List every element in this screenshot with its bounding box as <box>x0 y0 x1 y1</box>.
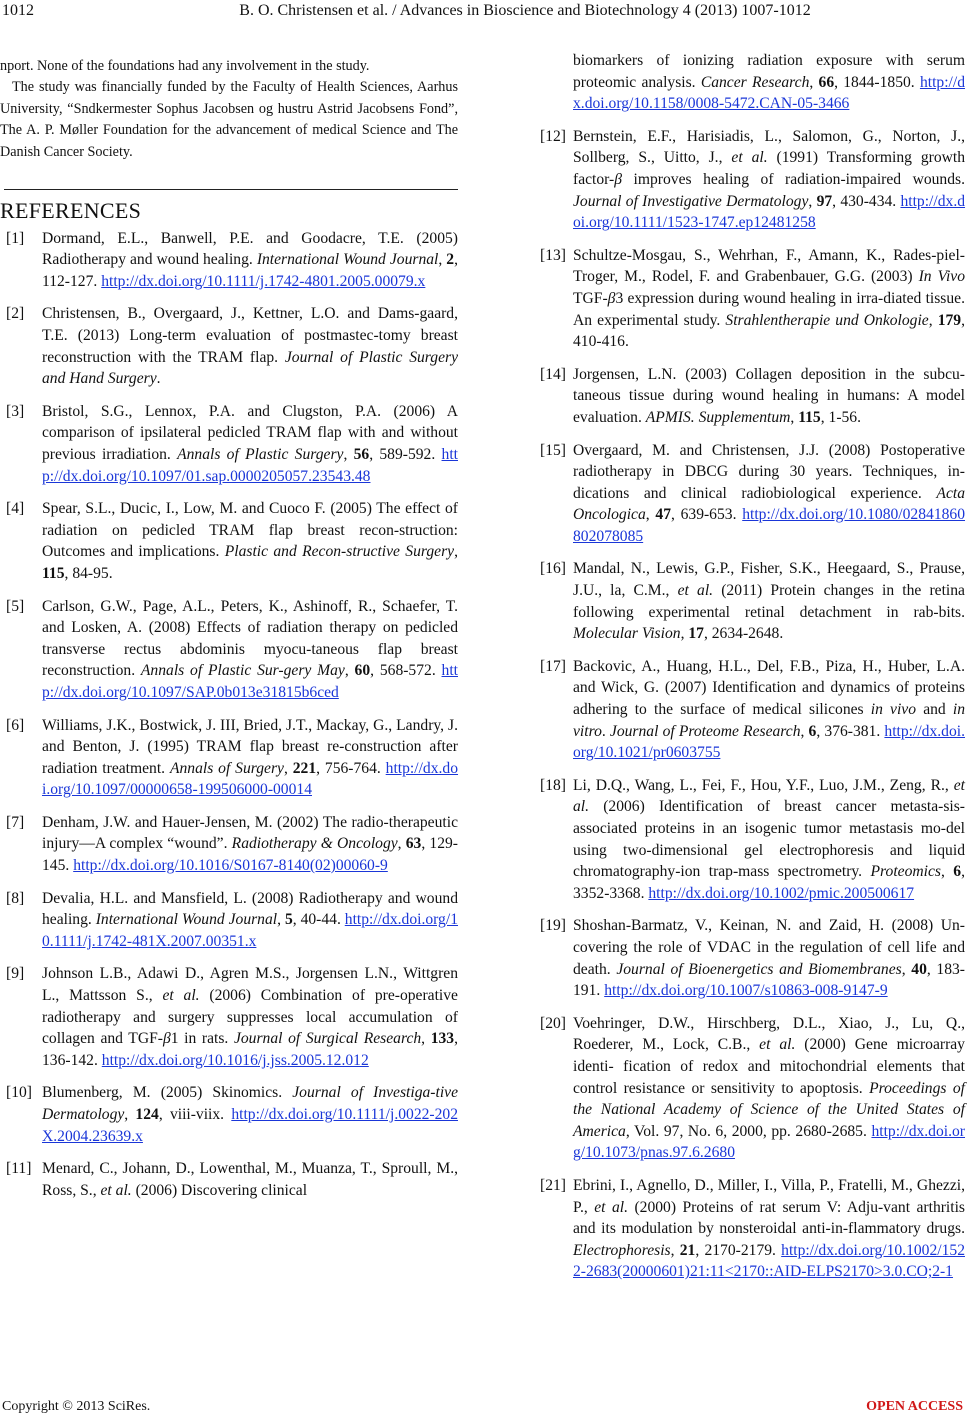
reference-text: Overgaard, M. and Christensen, J.J. (2008) Postoperative radiotherapy in DBCG during 30 years. Techniques, in-dications and clinical radiobiological experience. <box>573 441 965 502</box>
reference-text: (2006) Discovering clinical <box>131 1181 308 1199</box>
open-access-label: OPEN ACCESS <box>866 1399 963 1414</box>
reference-text: (1991) Transforming growth factor- <box>573 149 966 188</box>
doi-link[interactable]: http://dx.doi.org/10.1016/S0167-8140(02)00060-9 <box>73 857 388 875</box>
reference-text: , <box>438 251 447 269</box>
italic-text: Journal of Investigative Dermatology <box>573 192 809 210</box>
reference-text: , 40-44. <box>292 911 345 929</box>
italic-text: et al. <box>573 776 965 816</box>
reference-text: 3 expression during wound healing in irra-diated tissue. An experimental study. <box>573 289 965 329</box>
doi-link[interactable]: http://dx.doi.org/10.1007/s10863-008-9147-9 <box>604 982 888 1000</box>
italic-text: et al. <box>162 987 200 1005</box>
reference-number: [3] <box>6 402 25 420</box>
reference-item <box>0 1082 458 1147</box>
doi-link[interactable]: http://dx.doi.org/10.1080/02841860802078085 <box>573 506 966 545</box>
reference-item <box>0 812 458 877</box>
reference-list-left <box>0 228 458 1202</box>
reference-text: Spear, S.L., Ducic, I., Low, M. and Cuoco F. (2005) The effect of radiation on pedicled TRAM flap breast recon-struction: Outcomes and implications. <box>42 500 458 561</box>
reference-text: , <box>645 506 656 524</box>
reference-item <box>0 401 458 487</box>
reference-text: , <box>344 662 355 680</box>
italic-text: β <box>607 289 616 307</box>
reference-number: [16] <box>540 560 566 578</box>
reference-text: Williams, J.K., Bostwick, J. III, Bried, J.T., Mackay, G., Landry, J. and Benton, J. (1995) TRAM flap breast re-construction after radiation treatment. <box>42 716 458 777</box>
reference-text: (2011) Protein changes in the retina following experimental retinal detachment in rab-bits. <box>573 582 965 621</box>
reference-text: and <box>916 701 953 719</box>
reference-text: . <box>601 722 610 740</box>
italic-text: et al. <box>759 1036 796 1054</box>
reference-item <box>0 888 458 953</box>
page-number: 1012 <box>2 2 34 19</box>
reference-text: , viii-viix. <box>158 1106 232 1123</box>
reference-text: Denham, J.W. and Hauer-Jensen, M. (2002) The radio-therapeutic injury—A complex “wound”. <box>42 813 458 853</box>
right-column <box>540 50 965 1294</box>
italic-text: APMIS. Supplementum <box>645 408 791 426</box>
volume-number: 17 <box>688 625 704 643</box>
reference-number: [20] <box>540 1014 566 1032</box>
doi-link[interactable]: http://dx.doi.org/10.1097/00000658-199506000-00014 <box>42 759 459 799</box>
volume-number: 124 <box>135 1106 159 1123</box>
reference-list-right <box>540 126 965 1283</box>
reference-item <box>540 440 965 548</box>
reference-text: , <box>928 311 938 329</box>
reference-text: , <box>940 863 954 881</box>
italic-text: β <box>614 170 623 188</box>
doi-link[interactable]: http://dx.doi.org/10.1097/01.sap.0000205057.23543.48 <box>42 445 458 485</box>
italic-text: Cancer Research <box>700 73 810 91</box>
volume-number: 221 <box>292 759 317 777</box>
doi-link[interactable]: http://dx.doi.org/10.1097/SAP.0b013e31815b6ced <box>42 662 458 701</box>
reference-11-continuation <box>540 50 965 115</box>
reference-item <box>540 775 965 905</box>
reference-text: , 136-142. <box>42 1030 458 1069</box>
volume-number: 21 <box>679 1241 696 1259</box>
reference-text: , 639-653. <box>670 506 743 524</box>
italic-text: International Wound Journal <box>256 251 439 269</box>
doi-link[interactable]: http://dx.doi.org/10.1111/j.1742-4801.2005.00079.x <box>101 272 426 290</box>
reference-number: [10] <box>6 1084 32 1102</box>
italic-text: in vivo <box>870 701 917 719</box>
reference-number: [12] <box>540 127 566 145</box>
reference-item <box>540 245 965 353</box>
reference-text: , 129-145. <box>42 835 459 875</box>
reference-item <box>540 1013 965 1164</box>
reference-text: , <box>421 1030 431 1048</box>
reference-item <box>0 228 458 293</box>
doi-link[interactable]: http://dx.doi.org/10.1158/0008-5472.CAN-05-3466 <box>573 73 965 113</box>
reference-item <box>540 1175 965 1283</box>
reference-text: , 376-381. <box>816 722 885 740</box>
italic-text: et al. <box>594 1198 628 1216</box>
reference-text: (2000) Gene microarray identi- fication of redox and mitochondrial elements that control resistance or sensitivity to apoptosis. <box>573 1036 965 1097</box>
reference-text: , <box>277 911 285 929</box>
italic-text: Journal of Plastic Surgery and Hand Surgery <box>42 348 458 388</box>
reference-number: [15] <box>540 441 566 459</box>
italic-text: et al. <box>677 582 714 600</box>
reference-text: , 589-592. <box>369 445 442 463</box>
volume-number: 115 <box>798 408 821 426</box>
reference-text: Bernstein, E.F., Harisiadis, L., Salomon, G., Norton, J., Sollberg, S., Uitto, J., <box>573 127 965 167</box>
reference-text: , <box>790 408 799 426</box>
reference-item <box>540 656 965 764</box>
reference-text: , 568-572. <box>370 662 442 680</box>
italic-text: Strahlentherapie und Onkologie <box>725 311 929 329</box>
doi-link[interactable]: http://dx.doi.org/10.1002/pmic.200500617 <box>648 884 915 902</box>
reference-text: , <box>901 960 912 978</box>
reference-item <box>0 963 458 1071</box>
reference-text: Ebrini, I., Agnello, D., Miller, I., Villa, P., Fratelli, M., Ghezzi, P., <box>573 1176 965 1216</box>
volume-number: 47 <box>655 506 671 524</box>
reference-text: , <box>454 543 458 561</box>
reference-text: TGF- <box>573 289 608 307</box>
volume-number: 6 <box>953 863 962 881</box>
reference-text: , 756-764. <box>316 759 386 777</box>
volume-number: 133 <box>430 1030 455 1048</box>
reference-text: , <box>124 1106 136 1123</box>
reference-text: biomarkers of ionizing radiation exposure with serum proteomic analysis. <box>573 52 965 91</box>
reference-text: . <box>156 370 161 388</box>
reference-text: Mandal, N., Lewis, G.P., Fisher, S.K., Heegaard, S., Prause, J.U., la, C.M., <box>573 560 965 600</box>
reference-text: Christensen, B., Overgaard, J., Kettner, L.O. and Dams-gaard, T.E. (2013) Long-term evaluation of postmastec-tomy breast reconstruction with the TRAM flap. <box>42 305 458 366</box>
italic-text: Acta Oncologica <box>573 484 965 524</box>
reference-number: [1] <box>6 229 25 247</box>
references-heading: REFERENCES <box>0 198 142 224</box>
volume-number: 5 <box>284 911 293 929</box>
italic-text: Annals of Plastic Surgery <box>177 445 344 463</box>
italic-text: in vitro <box>573 701 965 740</box>
italic-text: et al. <box>100 1181 132 1199</box>
volume-number: 97 <box>816 192 833 210</box>
reference-text: , 1844-1850. <box>834 73 920 91</box>
reference-text: Shoshan-Barmatz, V., Keinan, N. and Zaid, H. (2008) Un-covering the role of VDAC in the regulation of cell life and death. <box>573 917 965 978</box>
reference-number: [2] <box>6 305 25 323</box>
reference-text: Johnson L.B., Adawi D., Agren M.S., Jorgensen L.N., Wittgren L., Mattsson S., <box>42 965 458 1005</box>
reference-text: (2006) Identification of breast cancer metasta-sis-associated proteins in an isogenic tumor metastasis mo-del using two-dimensional gel electrophoresis and liquid chromatography-ion trap-mass spectrometry. <box>573 798 965 881</box>
reference-text: Schultze-Mosgau, S., Wehrhan, F., Amann, K., Rades-piel-Troger, M., Rodel, F. and Grabenbauer, G.G. (2003) <box>573 246 965 286</box>
volume-number: 66 <box>818 73 835 91</box>
reference-item <box>0 498 458 584</box>
doi-link[interactable]: http://dx.doi.org/10.1073/pnas.97.6.2680 <box>573 1122 965 1162</box>
italic-text: Annals of Plastic Sur-gery May <box>140 662 345 680</box>
reference-text: , <box>283 759 293 777</box>
reference-number: [11] <box>6 1160 32 1178</box>
reference-text: 1 in rats. <box>170 1030 234 1048</box>
reference-text: (2000) Proteins of rat serum V: Adju-vant arthritis and its modulation by nonsteroidal anti-in-flammatory drugs. <box>573 1198 966 1238</box>
volume-number: 2 <box>446 251 455 269</box>
italic-text: Molecular Vision <box>573 625 681 643</box>
italic-text: et al. <box>731 149 768 167</box>
reference-item <box>0 303 458 389</box>
reference-number: [8] <box>6 889 25 907</box>
volume-number: 40 <box>911 960 927 978</box>
reference-text: , 2170-2179. <box>695 1241 782 1259</box>
reference-text: , <box>397 835 406 853</box>
body-paragraph: nport. None of the foundations had any involvement in the study. <box>0 58 370 74</box>
italic-text: β <box>162 1030 171 1048</box>
reference-text: Carlson, G.W., Page, A.L., Peters, K., Ashinoff, R., Schaefer, T. and Losken, A. (2008) Effects of radiation therapy on pedicled transverse rectus abdominis myocu-taneous flap breast reconstruction. <box>42 597 458 680</box>
doi-link[interactable]: http://dx.doi.org/10.1016/j.jss.2005.12.012 <box>101 1051 369 1069</box>
reference-text: Dormand, E.L., Banwell, P.E. and Goodacre, T.E. (2005) Radiotherapy and wound healing. <box>42 229 458 269</box>
reference-number: [6] <box>6 716 25 734</box>
reference-number: [19] <box>540 917 566 935</box>
reference-text: Menard, C., Johann, D., Lowenthal, M., Muanza, T., Sproull, M., Ross, S., <box>42 1160 458 1199</box>
volume-number: 6 <box>808 722 817 740</box>
reference-item <box>540 126 965 234</box>
volume-number: 115 <box>42 564 65 582</box>
reference-text: , <box>670 1241 680 1259</box>
reference-text: , 84-95. <box>64 564 113 582</box>
reference-number: [13] <box>540 246 566 264</box>
reference-text: , 430-434. <box>832 192 901 210</box>
italic-text: Journal of Proteome Research <box>609 722 801 740</box>
reference-number: [9] <box>6 965 25 983</box>
italic-text: Proceedings of the National Academy of Science of the United States of America <box>573 1079 965 1140</box>
volume-number: 60 <box>354 662 371 680</box>
italic-text: In Vivo <box>918 268 965 286</box>
italic-text: Radiotherapy & Oncology <box>231 835 398 853</box>
reference-text: Backovic, A., Huang, H.L., Del, F.B., Piza, H., Huber, L.A. and Wick, G. (2007) Identification and dynamics of proteins adhering to the surface of medical silicones <box>573 657 965 719</box>
volume-number: 63 <box>405 835 422 853</box>
reference-number: [5] <box>6 597 25 615</box>
running-title: B. O. Christensen et al. / Advances in Bioscience and Biotechnology 4 (2013) 1007-1012 <box>239 2 811 19</box>
reference-number: [21] <box>540 1176 566 1194</box>
reference-item <box>0 1158 458 1201</box>
italic-text: Annals of Surgery <box>169 759 284 777</box>
reference-text: , 1-56. <box>820 408 861 426</box>
reference-text: , 112-127. <box>42 251 458 290</box>
reference-text: , 183-191. <box>573 960 965 1000</box>
reference-text: (2006) Combination of pre-operative radiotherapy and surgery suppresses local accumulation of collagen and TGF- <box>42 987 458 1048</box>
reference-text: Bristol, S.G., Lennox, P.A. and Clugston, P.A. (2006) A comparison of ipsilateral pedicled TRAM flap with and without previous irradiation. <box>42 402 458 463</box>
reference-text: Blumenberg, M. (2005) Skinomics. <box>42 1084 293 1102</box>
volume-number: 179 <box>937 311 962 329</box>
reference-text: , 410-416. <box>573 311 965 351</box>
reference-text: , 2634-2648. <box>703 625 784 643</box>
doi-link[interactable]: http://dx.doi.org/10.1111/j.0022-202X.2004.23639.x <box>42 1106 458 1145</box>
doi-link[interactable]: http://dx.doi.org/10.1111/j.1742-481X.2007.00351.x <box>42 911 458 950</box>
reference-text: , <box>808 192 817 210</box>
italic-text: Journal of Bioenergetics and Biomembranes <box>616 960 902 978</box>
reference-text: Voehringer, D.W., Hirschberg, D.L., Xiao, J., Lu, Q., Roederer, M., Lock, C.B., <box>573 1014 965 1054</box>
funding-paragraph: The study was financially funded by the Faculty of Health Sciences, Aarhus University, “Sndkermester Sophus Jacobsen og hustru Astrid Jacobsens Fond”, The A. P. Møller Foundation for the advancement of medical Science and The Danish Cancer Society. <box>0 79 458 160</box>
reference-text: Jorgensen, L.N. (2003) Collagen deposition in the subcu-taneous tissue during wound healing in humans: A model evaluation. <box>573 365 965 426</box>
reference-text: , <box>343 445 354 463</box>
reference-text: , 3352-3368. <box>573 863 965 902</box>
reference-item <box>540 364 965 429</box>
reference-item <box>0 596 458 704</box>
reference-item <box>0 715 458 801</box>
copyright-notice: Copyright © 2013 SciRes. <box>2 1399 151 1414</box>
section-divider <box>4 189 458 190</box>
reference-text: , <box>680 625 689 643</box>
italic-text: Plastic and Recon-structive Surgery <box>224 543 455 561</box>
reference-item <box>540 915 965 1001</box>
reference-text: Li, D.Q., Wang, L., Fei, F., Hou, Y.F., Luo, J.M., Zeng, R., <box>573 776 954 794</box>
reference-text: , <box>809 73 819 91</box>
volume-number: 56 <box>353 445 370 463</box>
reference-number: [4] <box>6 500 25 518</box>
doi-link[interactable]: http://dx.doi.org/10.1111/1523-1747.ep12481258 <box>573 192 966 232</box>
italic-text: Journal of Surgical Research <box>233 1030 422 1048</box>
left-column <box>0 56 458 1212</box>
reference-text: , Vol. 97, No. 6, 2000, pp. 2680-2685. <box>625 1122 872 1140</box>
reference-text: , <box>800 722 809 740</box>
reference-number: [14] <box>540 365 566 383</box>
italic-text: Journal of Investiga-tive Dermatology <box>42 1084 458 1123</box>
doi-link[interactable]: http://dx.doi.org/10.1002/1522-2683(20000601)21:11<2170::AID-ELPS2170>3.0.CO;2-1 <box>573 1241 965 1281</box>
reference-item <box>540 558 965 644</box>
italic-text: Electrophoresis <box>573 1241 671 1259</box>
italic-text: International Wound Journal <box>95 911 278 929</box>
doi-link[interactable]: http://dx.doi.org/10.1021/pr0603755 <box>573 722 965 762</box>
reference-number: [18] <box>540 776 566 794</box>
reference-text: Devalia, H.L. and Mansfield, L. (2008) Radiotherapy and wound healing. <box>42 889 458 929</box>
reference-text: improves healing of radiation-impaired wounds. <box>622 170 965 188</box>
reference-number: [17] <box>540 657 566 675</box>
italic-text: Proteomics <box>870 863 941 881</box>
reference-number: [7] <box>6 813 25 831</box>
